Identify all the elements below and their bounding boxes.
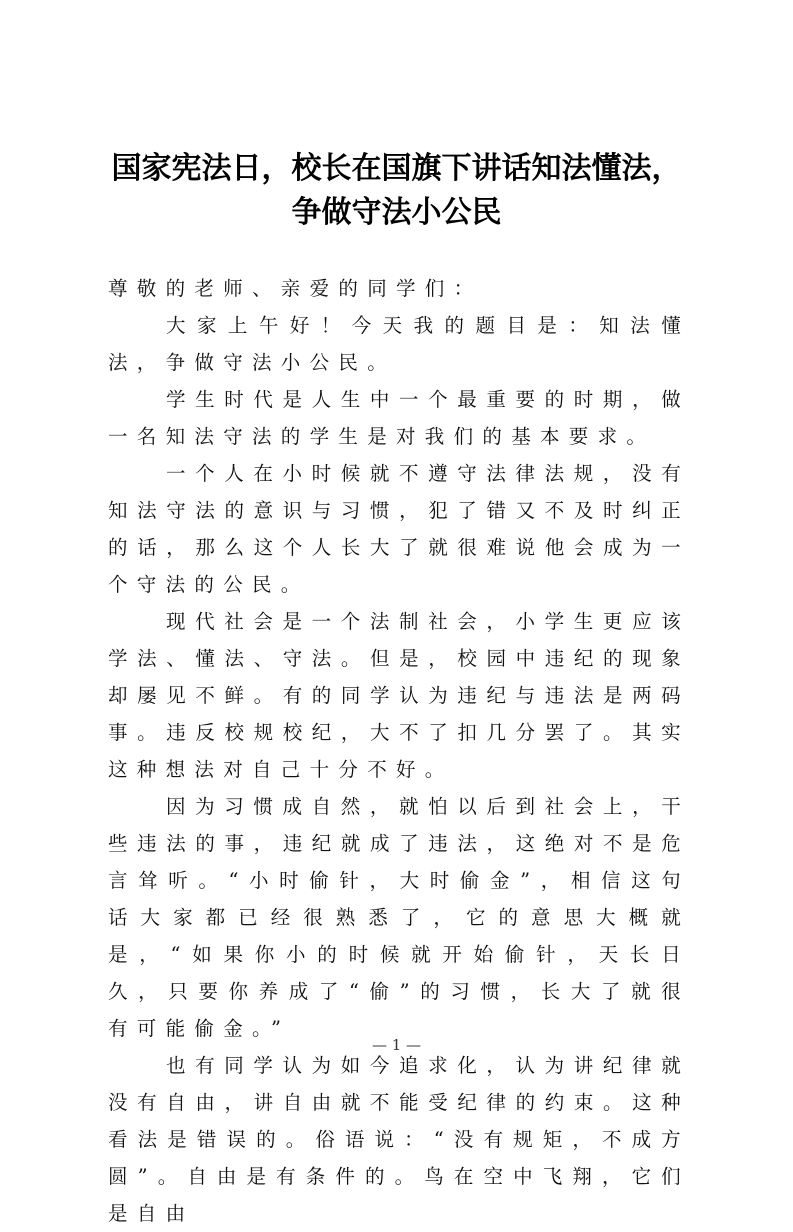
paragraph: 学生时代是人生中一个最重要的时期，做一名知法守法的学生是对我们的基本要求。 — [108, 388, 690, 448]
page-number: — 1 — — [371, 1036, 422, 1054]
paragraph: 因为习惯成自然，就怕以后到社会上，干些违法的事，违纪就成了违法，这绝对不是危言耸听。“小时偷针，大时偷金”，相信这句话大家都已经很熟悉了，它的意思大概就是，“如果你小的时候就开始偷针，天长日久，只要你养成了“偷”的习惯，长大了就很有可能偷金。” — [108, 795, 690, 1040]
title-line-1: 国家宪法日，校长在国旗下讲话知法懂法， — [111, 151, 682, 186]
paragraph: 一个人在小时候就不遵守法律法规，没有知法守法的意识与习惯，犯了错又不及时纠正的话，那么这个人长大了就很难说他会成为一个守法的公民。 — [108, 462, 690, 596]
salutation: 尊敬的老师、亲爱的同学们： — [108, 277, 483, 300]
title-line-2: 争做守法小公民 — [291, 195, 502, 230]
document-body — [108, 270, 690, 1232]
document-title — [100, 147, 693, 235]
paragraph: 大家上午好！今天我的题目是：知法懂法，争做守法小公民。 — [108, 314, 690, 374]
paragraph: 也有同学认为如今追求化，认为讲纪律就没有自由，讲自由就不能受纪律的约束。这种看法是错误的。俗语说：“没有规矩，不成方圆”。自由是有条件的。鸟在空中飞翔，它们是自由 — [108, 1054, 690, 1225]
paragraph: 现代社会是一个法制社会，小学生更应该学法、懂法、守法。但是，校园中违纪的现象却屡见不鲜。有的同学认为违纪与违法是两码事。违反校规校纪，大不了扣几分罢了。其实这种想法对自己十分不好。 — [108, 610, 690, 781]
